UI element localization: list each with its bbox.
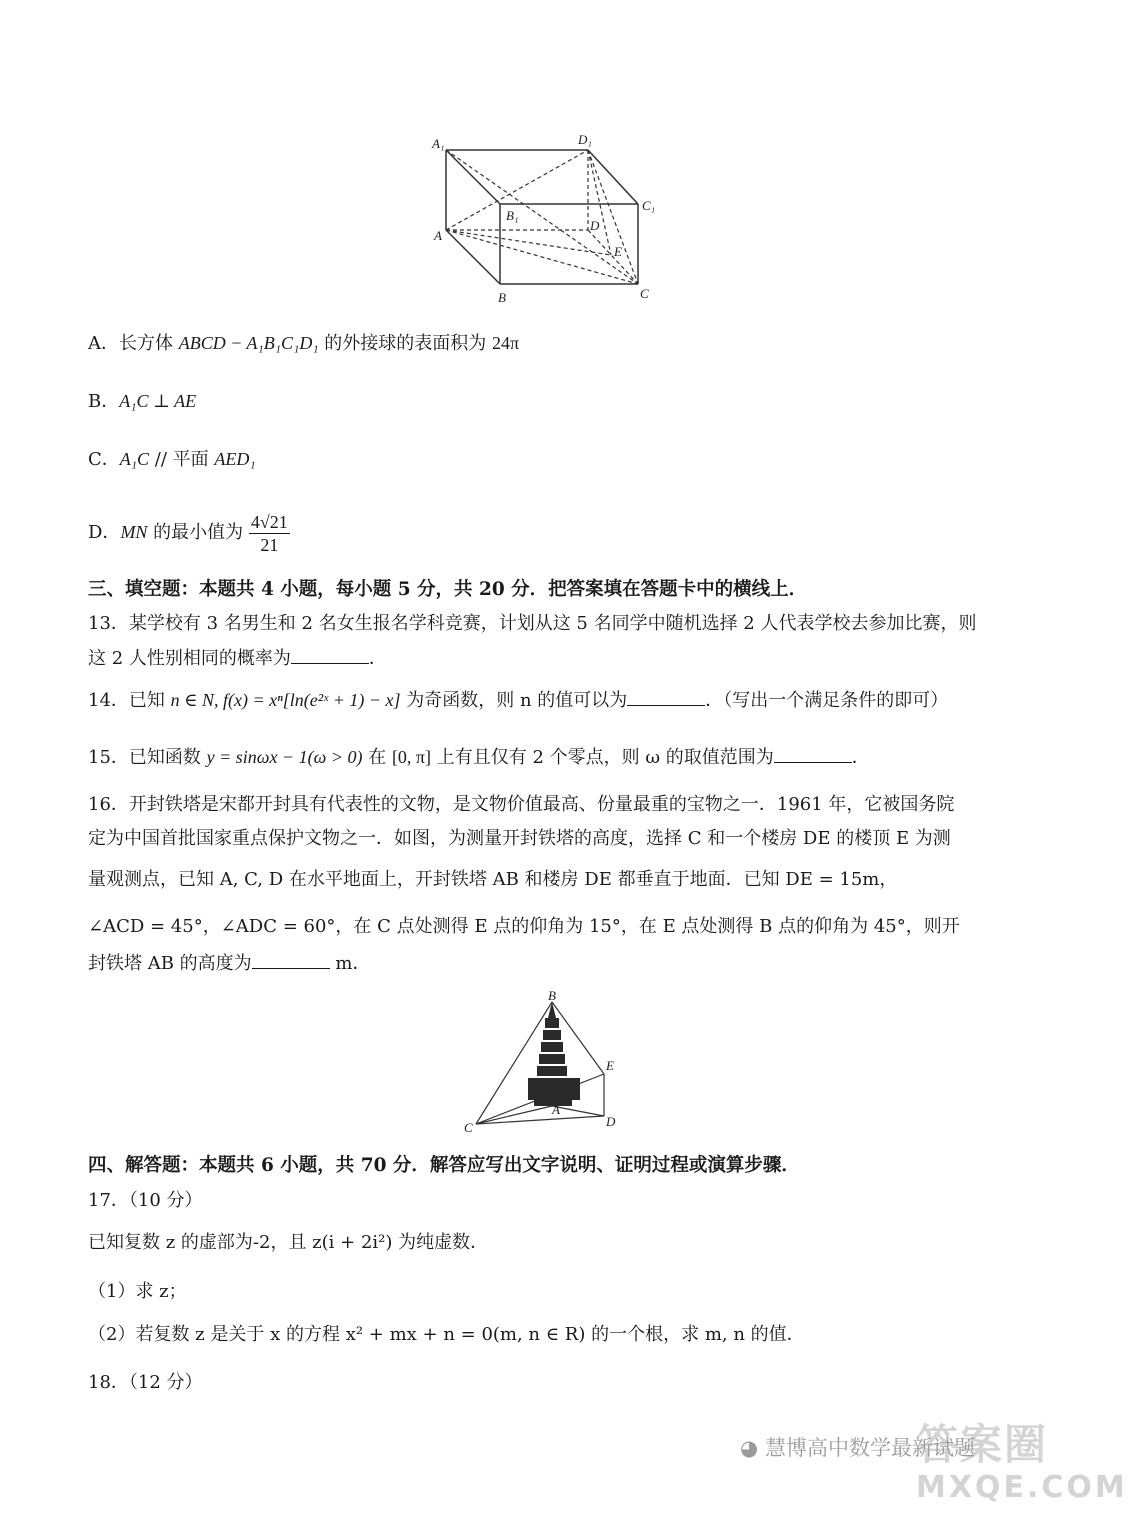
option-a-value: 24π (492, 333, 520, 353)
label-D1: D₁ (578, 132, 592, 147)
section-4-heading: 四、解答题：本题共 6 小题，共 70 分．解答应写出文字说明、证明过程或演算步骤． (88, 1155, 800, 1176)
watermark-logo: 答案圈 (916, 1420, 1049, 1469)
option-b-expr: A₁C ⊥ AE (119, 391, 197, 411)
answer-blank (774, 744, 852, 763)
tower-figure (460, 988, 630, 1136)
label-B: B (548, 988, 556, 1003)
label-D: D (590, 218, 600, 233)
q16-line4: ∠ACD = 45°，∠ADC = 60°，在 C 点处测得 E 点的仰角为 15°，在 E 点处测得 B 点的仰角为 45°，则开 (88, 916, 960, 937)
label-C: C (640, 286, 649, 301)
q16-line1: 16．开封铁塔是宋都开封具有代表性的文物，是文物价值最高、份量最重的宝物之一．1961 年，它被国务院 (88, 794, 955, 815)
fraction-denominator: 21 (260, 534, 279, 555)
section-3-heading: 三、填空题：本题共 4 小题，每小题 5 分，共 20 分．把答案填在答题卡中的横线上． (88, 579, 808, 600)
label-B: B (498, 290, 506, 305)
answer-blank (291, 645, 369, 664)
label-A: A (552, 1102, 560, 1117)
option-a: A．长方体 ABCD − A₁B₁C₁D₁ 的外接球的表面积为 24π (88, 333, 520, 354)
q13-line1: 13．某学校有 3 名男生和 2 名女生报名学科竞赛，计划从这 5 名同学中随机选择 2 人代表学校去参加比赛，则 (88, 613, 977, 634)
q15-expr: y = sinωx − 1(ω > 0) (206, 747, 363, 767)
q15: 15．已知函数 y = sinωx − 1(ω > 0) 在 [0, π] 上有且仅有 2 个零点，则 ω 的取值范围为 ． (88, 744, 870, 771)
label-C: C (464, 1120, 473, 1135)
q16-line5: 封铁塔 AB 的高度为 m． (88, 950, 370, 977)
answer-blank (627, 687, 705, 706)
fraction-numerator: 4√21 (250, 511, 288, 532)
label-C1: C₁ (642, 198, 656, 213)
option-b: B．A₁C ⊥ AE (88, 391, 197, 412)
q17-title: 17．（10 分） (88, 1190, 203, 1211)
q14-expr: n ∈ N, f(x) = xⁿ[ln(e²ˣ + 1) − x] (170, 690, 401, 710)
q17-stem: 已知复数 z 的虚部为-2，且 z(i + 2i²) 为纯虚数． (88, 1232, 489, 1253)
label-A: A (434, 228, 442, 243)
tower-silhouette (528, 1002, 580, 1106)
fraction (249, 511, 290, 556)
q18-title: 18．（12 分） (88, 1372, 203, 1393)
q16-line2: 定为中国首批国家重点保护文物之一．如图，为测量开封铁塔的高度，选择 C 和一个楼房 DE 的楼顶 E 为测 (88, 828, 951, 849)
watermark-text: ◕ 慧博高中数学最新试题 (740, 1436, 976, 1460)
q17-part2: （2）若复数 z 是关于 x 的方程 x² + mx + n = 0(m, n ∈ R) 的一个根，求 m, n 的值． (88, 1324, 805, 1345)
q16-line3: 量观测点，已知 A, C, D 在水平地面上，开封铁塔 AB 和楼房 DE 都垂直于地面．已知 DE = 15m， (88, 869, 898, 890)
q14: 14．已知 n ∈ N, f(x) = xⁿ[ln(e²ˣ + 1) − x] 为奇函数，则 n 的值可以为 ．（写出一个满足条件的即可） (88, 687, 948, 714)
option-d: D．MN 的最小值为 $\frac{4√21}{21}$ (88, 511, 288, 555)
label-A1: A₁ (432, 136, 445, 151)
cuboid-figure (428, 128, 668, 308)
label-E: E (614, 244, 622, 259)
q17-part1: （1）求 z； (88, 1281, 187, 1302)
option-a-expr: ABCD − A₁B₁C₁D₁ (178, 333, 319, 353)
q13-line2: 这 2 人性别相同的概率为 ． (88, 645, 387, 672)
option-c: C．A₁C // 平面 AED₁ (88, 449, 256, 470)
label-E: E (606, 1058, 614, 1073)
label-B1: B₁ (506, 208, 519, 223)
answer-blank (252, 950, 330, 969)
wechat-icon: ◕ (740, 1436, 759, 1460)
label-D: D (606, 1114, 616, 1129)
watermark-url: MXQE.COM (916, 1470, 1128, 1505)
